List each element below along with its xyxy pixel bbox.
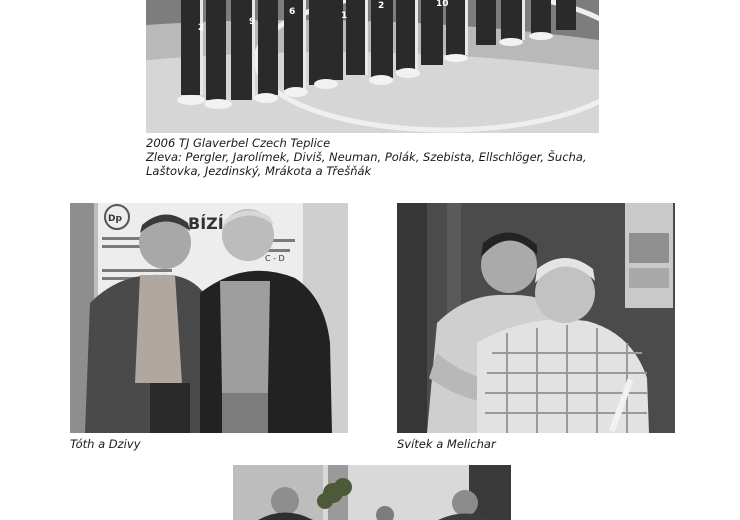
team-number-5: 2 — [378, 1, 385, 11]
team-number-2: 9 — [249, 17, 256, 27]
sign-heading: BÍZÍ — [188, 214, 224, 233]
group-photo — [233, 465, 511, 520]
team-caption-title: 2006 TJ Glaverbel Czech Teplice — [146, 136, 331, 150]
team-number-1: 2 — [198, 23, 205, 33]
caption-toth-dzivy: Tóth a Dzivy — [70, 437, 141, 451]
team-number-4: 1 — [341, 11, 348, 21]
svitek-melichar-photo — [397, 203, 675, 433]
team-number-6: 10 — [436, 0, 449, 9]
sign-logo-text: Dp — [108, 214, 122, 224]
team-photo — [146, 0, 599, 133]
team-caption-names-2: Laštovka, Jezdinský, Mrákota a Třešňák — [146, 164, 372, 178]
sign-line-b: C - D — [265, 254, 285, 263]
toth-dzivy-photo — [70, 203, 348, 433]
team-number-3: 6 — [289, 7, 296, 17]
team-caption-names-1: Zleva: Pergler, Jarolímek, Diviš, Neuman, Polák, Szebista, Ellschlöger, Šucha, — [146, 150, 587, 164]
caption-svitek-melichar: Svítek a Melichar — [397, 437, 496, 451]
